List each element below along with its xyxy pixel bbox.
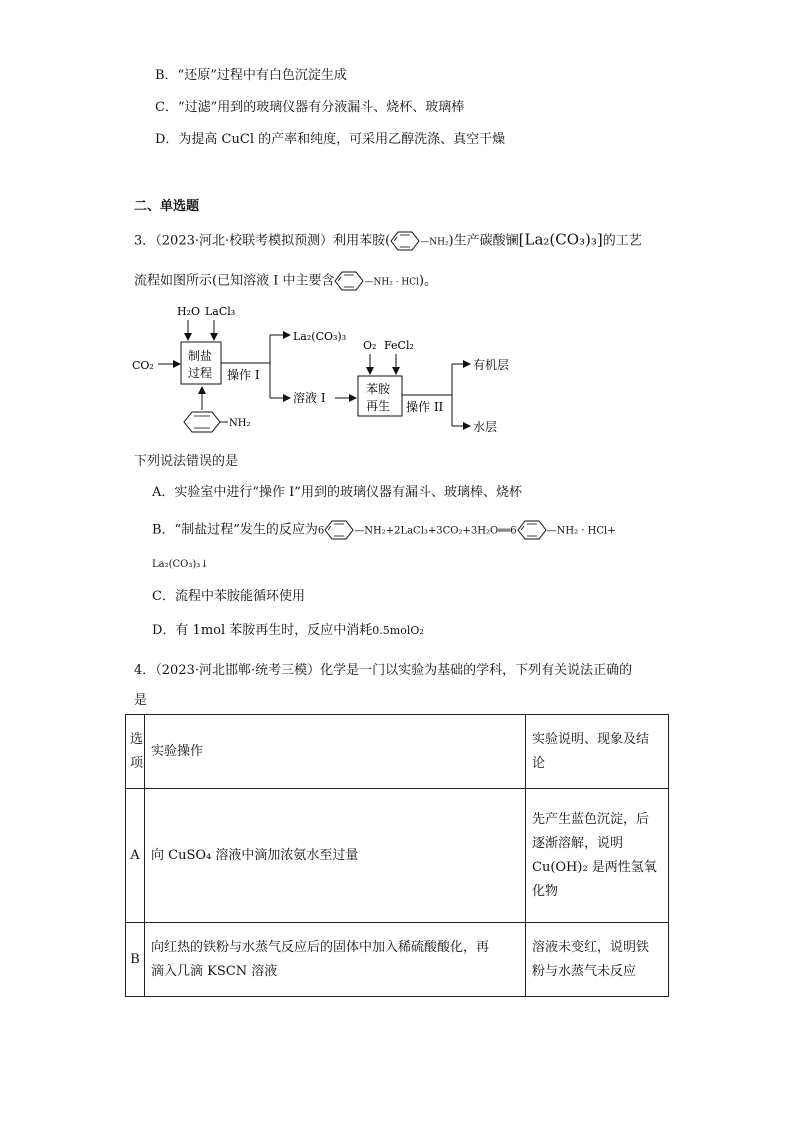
q3-stem-line2-a: 流程如图所示(已知溶液 I 中主要含 <box>134 273 335 289</box>
input-o2: O₂ <box>363 339 377 352</box>
q3-option-b-line1 <box>152 519 616 541</box>
q3-stem-line2 <box>134 270 437 292</box>
q2-option-b: B．“还原”过程中有白色沉淀生成 <box>155 68 347 83</box>
q4-stem-line2: 是 <box>134 693 148 708</box>
q3-stem-part2: )生产碳酸镧 <box>448 233 519 249</box>
q3-stem-line1 <box>134 230 642 252</box>
header-conclusion: 实验说明、现象及结 论 <box>526 715 669 789</box>
aniline-nh2: NH₂ <box>229 418 251 429</box>
row-a-conclusion: 先产生蓝色沉淀，后 逐渐溶解，说明 Cu(OH)₂ 是两性氢氧 化物 <box>526 789 669 923</box>
input-h2o: H₂O <box>177 305 201 318</box>
process-flow-diagram <box>130 300 530 440</box>
op2-label: 操作 II <box>406 400 444 414</box>
out-organic-layer: 有机层 <box>473 358 510 372</box>
row-a-option: A <box>126 789 145 923</box>
input-lacl3: LaCl₃ <box>205 305 236 318</box>
aniline-structure <box>184 412 250 432</box>
q3-option-b-part1: B．“制盐过程”发生的反应为 <box>152 522 318 538</box>
q3-stem-part1: 3．（2023·河北·校联考模拟预测）利用苯胺( <box>134 233 391 249</box>
q3-option-b-coef1: 6 <box>317 525 325 537</box>
q3-option-c: C．流程中苯胺能循环使用 <box>152 589 305 604</box>
q3-option-b-line2: La₂(CO₃)₃↓ <box>152 559 209 570</box>
q3-stem-salt: —NH₂ · HCl <box>364 277 420 288</box>
q3-option-d-part1: D．有 1mol 苯胺再生时，反应中消耗 <box>152 623 373 638</box>
section-title: 二、单选题 <box>134 199 200 214</box>
row-b-operation: 向红热的铁粉与水蒸气反应后的固体中加入稀硫酸酸化，再 滴入几滴 KSCN 溶液 <box>145 923 526 997</box>
row-b-option: B <box>126 923 145 997</box>
product-la2co33: La₂(CO₃)₃ <box>293 330 347 343</box>
q3-option-d <box>152 622 424 640</box>
input-fecl2: FeCl₂ <box>384 339 414 352</box>
q3-option-d-part2: 0.5molO₂ <box>372 624 424 637</box>
table-header-row <box>126 715 669 789</box>
header-option: 选 项 <box>126 715 145 789</box>
table-row <box>126 923 669 997</box>
benzene-ring-icon <box>517 519 547 541</box>
q3-stem-formula: [La₂(CO₃)₃] <box>518 230 603 249</box>
q3-option-a: A．实验室中进行“操作 I”用到的玻璃仪器有漏斗、玻璃棒、烧杯 <box>152 485 522 500</box>
input-co2: CO₂ <box>132 359 154 372</box>
box1-line2: 过程 <box>188 366 213 380</box>
solution1-label: 溶液 I <box>293 391 326 405</box>
experiment-table <box>125 714 669 997</box>
q2-option-c: C．“过滤”用到的玻璃仪器有分液漏斗、烧杯、玻璃棒 <box>155 100 465 115</box>
table-row <box>126 789 669 923</box>
box2-line1: 苯胺 <box>366 382 391 396</box>
box1-line1: 制盐 <box>188 349 213 363</box>
q3-option-b-eq-end: —NH₂ · HCl+ <box>546 525 616 537</box>
op1-label: 操作 I <box>227 368 260 382</box>
benzene-ring-icon <box>390 230 420 252</box>
q4-stem-line1: 4．（2023·河北邯郸·统考三模）化学是一门以实验为基础的学科，下列有关说法正确的 <box>134 663 633 678</box>
q3-option-b-equals: ══ <box>498 525 511 537</box>
q3-stem-part3: 的工艺 <box>602 233 642 249</box>
q2-option-d: D．为提高 CuCl 的产率和纯度，可采用乙醇洗涤、真空干燥 <box>155 132 506 147</box>
out-water-layer: 水层 <box>473 420 498 434</box>
box2-line2: 再生 <box>366 399 391 413</box>
q3-option-b-coef2: 6 <box>510 525 517 537</box>
benzene-ring-icon <box>324 519 354 541</box>
q3-stem-line2-b: )。 <box>419 273 438 289</box>
benzene-ring-icon <box>334 270 364 292</box>
q3-stem-nh2: —NH₂ <box>420 237 449 248</box>
row-a-operation: 向 CuSO₄ 溶液中滴加浓氨水至过量 <box>145 789 526 923</box>
q3-option-b-eq-mid: —NH₂+2LaCl₃+3CO₂+3H₂O <box>354 525 499 537</box>
q3-question: 下列说法错误的是 <box>134 454 239 469</box>
row-b-conclusion: 溶液未变红，说明铁 粉与水蒸气未反应 <box>526 923 669 997</box>
header-operation: 实验操作 <box>145 715 526 789</box>
